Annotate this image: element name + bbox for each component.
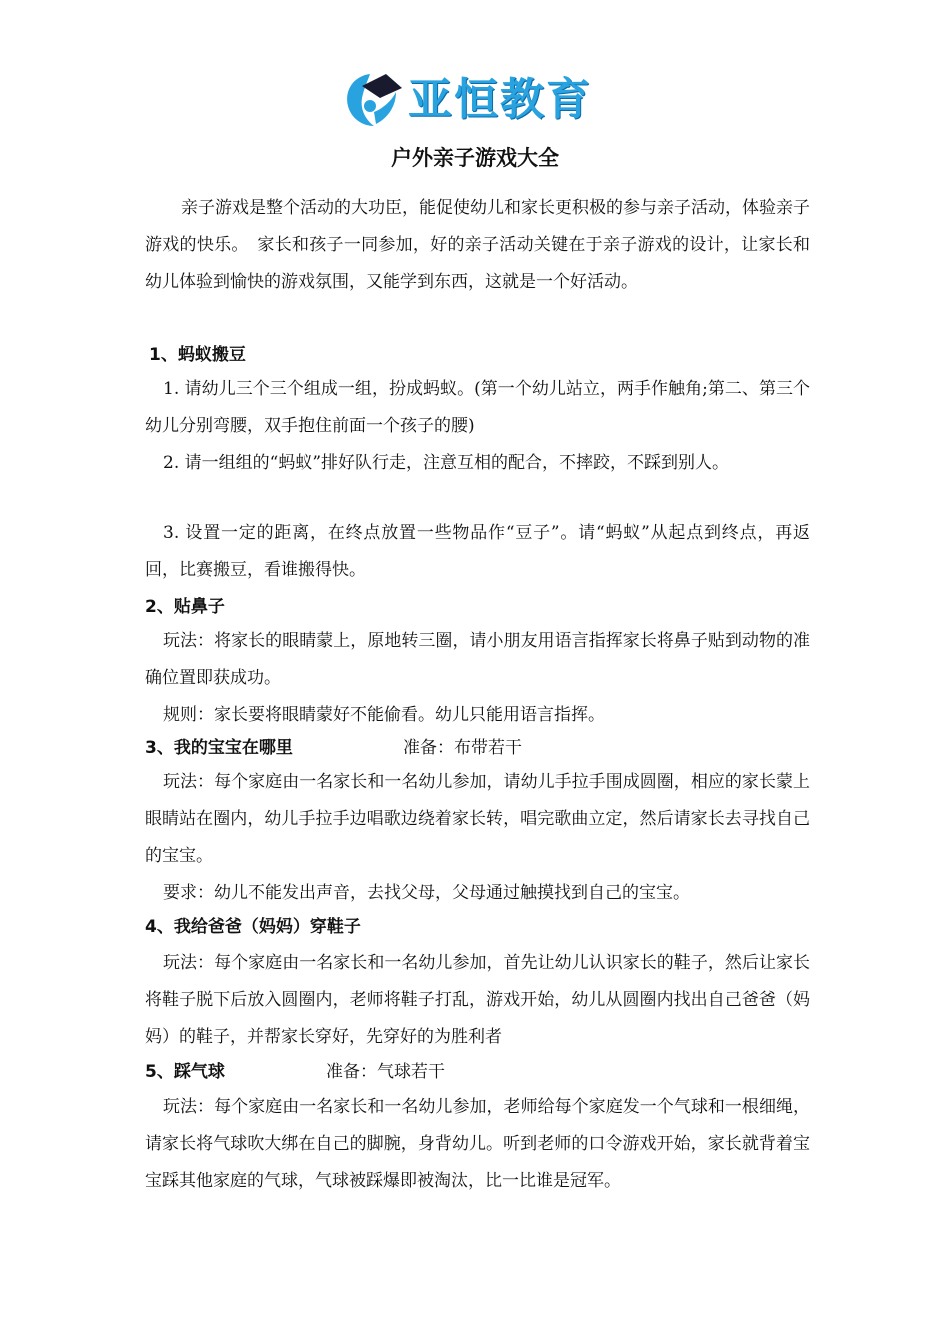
section-4-heading: 4、我给爸爸（妈妈）穿鞋子 — [145, 917, 361, 937]
section-3-gameplay: 玩法：每个家庭由一名家长和一名幼儿参加，请幼儿手拉手围成圆圈，相应的家长蒙上眼睛站在圈内，幼儿手拉手边唱歌边绕着家长转，唱完歌曲立定，然后请家长去寻找自己的宝宝。 — [145, 772, 810, 866]
section-5-gameplay: 玩法：每个家庭由一名家长和一名幼儿参加，老师给每个家庭发一个气球和一根细绳，请家长将气球吹大绑在自己的脚腕，身背幼儿。听到老师的口令游戏开始，家长就背着宝宝踩其他家庭的气球，气球被踩爆即被淘汰，比一比谁是冠军。 — [145, 1097, 810, 1191]
section-3-preparation: 准备：布带若干 — [403, 738, 522, 758]
section-2-rules: 规则：家长要将眼睛蒙好不能偷看。幼儿只能用语言指挥。 — [163, 705, 605, 725]
section-4-gameplay: 玩法：每个家庭由一名家长和一名幼儿参加，首先让幼儿认识家长的鞋子，然后让家长将鞋子脱下后放入圆圈内，老师将鞋子打乱，游戏开始，幼儿从圆圈内找出自己爸爸（妈妈）的鞋子，并帮家长穿好，先穿好的为胜利者 — [145, 953, 810, 1047]
page-title: 户外亲子游戏大全 — [391, 146, 559, 170]
section-3-requirements: 要求：幼儿不能发出声音，去找父母，父母通过触摸找到自己的宝宝。 — [163, 883, 690, 903]
intro-paragraph: 亲子游戏是整个活动的大功臣，能促使幼儿和家长更积极的参与亲子活动，体验亲子游戏的快乐。 家长和孩子一同参加，好的亲子活动关键在于亲子游戏的设计，让家长和幼儿体验到愉快的游戏氛围，又能学到东西，这就是一个好活动。 — [145, 198, 810, 292]
section-1-step-1: 1. 请幼儿三个三个组成一组，扮成蚂蚁。(第一个幼儿站立，两手作触角;第二、第三个幼儿分别弯腰，双手抱住前面一个孩子的腰) — [145, 379, 810, 436]
section-2-heading: 2、贴鼻子 — [145, 597, 225, 617]
section-1-step-2: 2. 请一组组的“蚂蚁”排好队行走，注意互相的配合，不摔跤，不踩到别人。 — [163, 453, 730, 473]
logo-text: 亚恒教育 — [408, 74, 592, 125]
section-3-heading: 3、我的宝宝在哪里 — [145, 738, 293, 758]
section-5-preparation: 准备：气球若干 — [326, 1062, 445, 1082]
brand-logo — [340, 68, 620, 134]
section-1-heading: 1、蚂蚁搬豆 — [149, 345, 246, 365]
section-2-gameplay: 玩法：将家长的眼睛蒙上，原地转三圈，请小朋友用语言指挥家长将鼻子贴到动物的准确位置即获成功。 — [145, 631, 810, 688]
section-1-step-3: 3. 设置一定的距离，在终点放置一些物品作“豆子”。请“蚂蚁”从起点到终点，再返回，比赛搬豆，看谁搬得快。 — [145, 523, 810, 580]
logo-emblem-icon — [340, 68, 406, 134]
section-5-heading: 5、踩气球 — [145, 1062, 225, 1082]
